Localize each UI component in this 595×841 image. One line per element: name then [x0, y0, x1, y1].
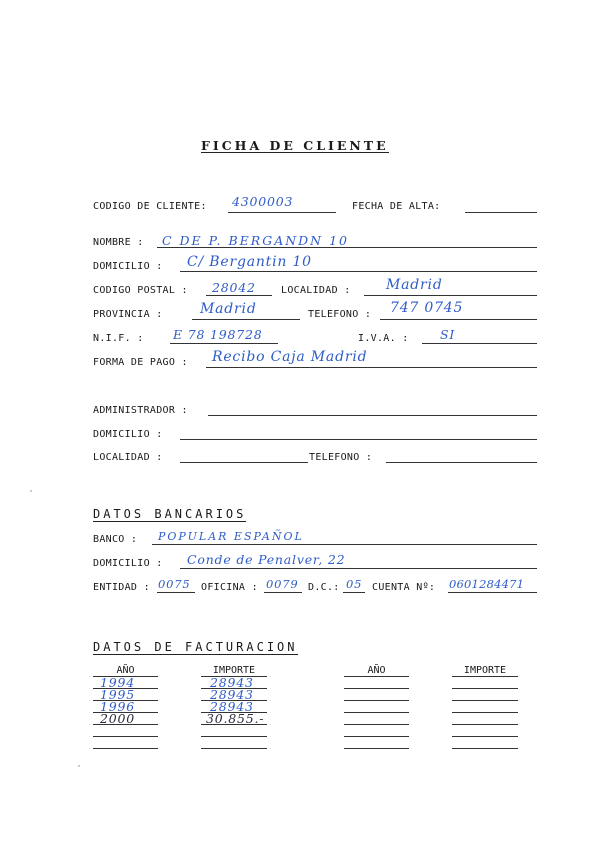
- phone-label: TELEFONO :: [308, 309, 372, 320]
- billing-amount-line: [201, 748, 267, 749]
- payment-method-line: [206, 367, 537, 368]
- billing-amount-header: IMPORTE: [201, 665, 267, 677]
- billing-year-value: 1994: [100, 675, 136, 690]
- billing-amount-line: [452, 700, 518, 701]
- address-value: C/ Bergantin 10: [187, 254, 312, 270]
- tax-id-line: [170, 343, 278, 344]
- admin-city-line: [180, 462, 308, 463]
- bank-name-value: POPULAR ESPAÑOL: [158, 530, 304, 543]
- billing-amount-header-2: IMPORTE: [452, 665, 518, 677]
- billing-amount-line: [452, 748, 518, 749]
- billing-year-line: [344, 724, 409, 725]
- tax-id-value: E 78 198728: [173, 327, 263, 342]
- address-label: DOMICILIO :: [93, 261, 163, 272]
- billing-year-line: [344, 700, 409, 701]
- admin-address-label: DOMICILIO :: [93, 429, 163, 440]
- bank-account-value: 0601284471: [449, 577, 525, 591]
- bank-branch-label: OFICINA :: [201, 582, 258, 593]
- bank-entity-value: 0075: [158, 577, 191, 591]
- postal-code-value: 28042: [212, 280, 256, 295]
- billing-amount-value: 28943: [210, 699, 254, 714]
- billing-year-header: AÑO: [93, 665, 158, 677]
- billing-amount-line: [452, 736, 518, 737]
- admin-phone-line: [386, 462, 537, 463]
- payment-method-value: Recibo Caja Madrid: [212, 349, 368, 365]
- billing-year-value: 1995: [100, 687, 136, 702]
- bank-entity-line: [157, 592, 195, 593]
- bank-control-digit-line: [343, 592, 365, 593]
- billing-year-value: 1996: [100, 699, 136, 714]
- billing-year-line: [93, 736, 158, 737]
- billing-section-title: DATOS DE FACTURACION: [93, 640, 298, 654]
- postal-code-line: [206, 295, 272, 296]
- billing-amount-line: [201, 736, 267, 737]
- billing-year-value: 2000: [100, 711, 136, 726]
- billing-year-line: [344, 736, 409, 737]
- registration-date-line: [465, 212, 537, 213]
- bank-entity-label: ENTIDAD :: [93, 582, 150, 593]
- vat-label: I.V.A. :: [358, 333, 409, 344]
- billing-year-line: [344, 712, 409, 713]
- address-line: [180, 271, 537, 272]
- client-code-line: [228, 212, 336, 213]
- billing-amount-line: [452, 712, 518, 713]
- bank-branch-value: 0079: [266, 577, 299, 591]
- billing-amount-value: 28943: [210, 687, 254, 702]
- payment-method-label: FORMA DE PAGO :: [93, 357, 188, 368]
- bank-name-line: [152, 544, 537, 545]
- tax-id-label: N.I.F. :: [93, 333, 144, 344]
- admin-phone-label: TELEFONO :: [309, 452, 373, 463]
- billing-year-line: [93, 748, 158, 749]
- administrator-line: [208, 415, 537, 416]
- bank-name-label: BANCO :: [93, 534, 138, 545]
- client-code-value: 4300003: [232, 194, 294, 209]
- client-code-label: CODIGO DE CLIENTE:: [93, 201, 207, 212]
- name-label: NOMBRE :: [93, 237, 144, 248]
- bank-address-label: DOMICILIO :: [93, 558, 163, 569]
- page-title: FICHA DE CLIENTE: [201, 138, 389, 153]
- name-value: C DE P. BERGANDN 10: [162, 233, 349, 248]
- billing-year-line: [344, 748, 409, 749]
- province-label: PROVINCIA :: [93, 309, 163, 320]
- province-value: Madrid: [200, 301, 257, 317]
- billing-amount-value: 30.855.-: [206, 711, 265, 726]
- administrator-label: ADMINISTRADOR :: [93, 405, 188, 416]
- vat-value: SI: [440, 327, 456, 342]
- bank-branch-line: [264, 592, 302, 593]
- province-line: [192, 319, 300, 320]
- city-label: LOCALIDAD :: [281, 285, 351, 296]
- billing-amount-line: [452, 688, 518, 689]
- bank-account-line: [448, 592, 537, 593]
- admin-city-label: LOCALIDAD :: [93, 452, 163, 463]
- city-value: Madrid: [386, 277, 443, 293]
- registration-date-label: FECHA DE ALTA:: [352, 201, 441, 212]
- scan-speck: [78, 765, 80, 767]
- phone-line: [380, 319, 537, 320]
- bank-account-label: CUENTA Nº:: [372, 582, 436, 593]
- admin-address-line: [180, 439, 537, 440]
- city-line: [364, 295, 537, 296]
- bank-address-line: [180, 568, 537, 569]
- scan-speck: [30, 490, 32, 492]
- billing-year-header-2: AÑO: [344, 665, 409, 677]
- bank-control-digit-value: 05: [346, 577, 363, 591]
- vat-line: [422, 343, 537, 344]
- billing-amount-line: [452, 724, 518, 725]
- postal-code-label: CODIGO POSTAL :: [93, 285, 188, 296]
- bank-address-value: Conde de Penalver, 22: [187, 552, 346, 567]
- bank-section-title: DATOS BANCARIOS: [93, 507, 247, 521]
- billing-year-line: [344, 688, 409, 689]
- bank-control-digit-label: D.C.:: [308, 582, 340, 593]
- phone-value: 747 0745: [390, 300, 464, 316]
- billing-amount-value: 28943: [210, 675, 254, 690]
